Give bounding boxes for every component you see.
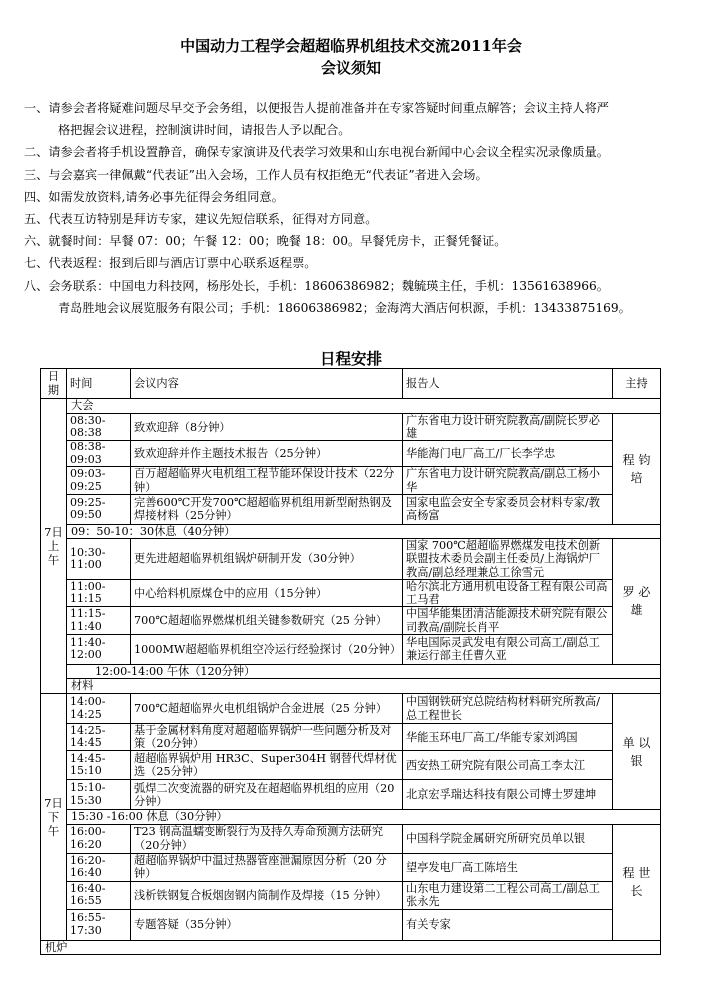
reporter-cell: 华能海门电厂高工/厂长李学忠 — [403, 441, 613, 467]
notice-text: 代表互访特别是拜访专家，建议先短信联系，征得对方同意。 — [48, 212, 378, 227]
reporter-cell: 广东省电力设计研究院教高/副院长罗必雄 — [403, 414, 613, 441]
time-cell: 11:40-12:00 — [67, 634, 131, 664]
table-row — [41, 524, 661, 538]
break-row: 15:30 -16:00 休息（30分钟） — [67, 810, 661, 824]
reporter-cell: 中国华能集团清洁能源技术研究院有限公司教高/副院长肖平 — [403, 607, 613, 634]
notice-line — [24, 252, 694, 274]
table-row — [41, 414, 661, 441]
time-cell: 09:03-09:25 — [67, 467, 131, 494]
content-cell: 700℃超超临界燃煤机组关键参数研究（25 分钟） — [131, 607, 403, 634]
table-row — [41, 441, 661, 467]
reporter-cell: 西安热工研究院有限公司高工李太江 — [403, 751, 613, 780]
break-row: 09：50-10：30休息（40分钟） — [67, 524, 661, 538]
time-cell: 11:00-11:15 — [67, 580, 131, 607]
section-label: 大会 — [67, 399, 661, 414]
time-cell: 08:30-08:38 — [67, 414, 131, 441]
table-row — [41, 399, 661, 414]
notice-line — [24, 297, 694, 319]
notice-number: 八、 — [24, 278, 49, 293]
table-row — [41, 694, 661, 724]
section-label-next: 机炉 — [41, 940, 661, 954]
lunch-row: 12:00-14:00 午休（120分钟） — [67, 664, 661, 678]
host-cell: 程 世长 — [613, 824, 661, 940]
time-cell: 14:25-14:45 — [67, 724, 131, 751]
header-reporter: 报告人 — [403, 369, 613, 399]
reporter-cell: 华能玉环电厂高工/华能专家刘鸿国 — [403, 724, 613, 751]
content-cell: 致欢迎辞并作主题技术报告（25分钟） — [131, 441, 403, 467]
table-row — [41, 853, 661, 881]
table-row — [41, 724, 661, 751]
reporter-cell: 广东省电力设计研究院教高/副总工杨小华 — [403, 467, 613, 494]
notice-text: 请参会者将手机设置静音，确保专家演讲及代表学习效果和山东电视台新闻中心会议全程实况录像质量。 — [48, 145, 609, 160]
reporter-cell: 中国钢铁研究总院结构材料研究所教高/总工程世长 — [403, 694, 613, 724]
table-row — [41, 634, 661, 664]
time-cell: 08:38-09:03 — [67, 441, 131, 467]
notice-line — [24, 141, 694, 163]
content-cell: 中心给料机原煤仓中的应用（15分钟） — [131, 580, 403, 607]
notice-text: 代表返程：报到后即与酒店订票中心联系返程票。 — [48, 256, 317, 271]
notice-number: 五、 — [24, 212, 49, 227]
section-label: 材料 — [67, 679, 661, 694]
time-cell: 11:15-11:40 — [67, 607, 131, 634]
reporter-cell: 有关专家 — [403, 909, 613, 940]
reporter-cell: 华电国际灵武发电有限公司高工/副总工兼运行部主任曹久亚 — [403, 634, 613, 664]
reporter-cell: 哈尔滨北方通用机电设备工程有限公司高工马君 — [403, 580, 613, 607]
host-cell: 程 钧培 — [613, 414, 661, 525]
reporter-cell: 望亭发电厂高工陈培生 — [403, 853, 613, 881]
content-cell: 百万超超临界火电机组工程节能环保设计技术（22分钟） — [131, 467, 403, 494]
content-cell: 弧焊二次变流器的研究及在超超临界机组的应用（20分钟） — [131, 780, 403, 810]
time-cell: 15:10-15:30 — [67, 780, 131, 810]
content-cell: 1000MW超超临界机组空冷运行经验探讨（20分钟） — [131, 634, 403, 664]
host-cell: 罗 必雄 — [613, 539, 661, 665]
table-row — [41, 679, 661, 694]
notice-line — [24, 119, 694, 141]
table-row — [41, 369, 661, 399]
content-cell: 完善600℃开发700℃超超临界机组用新型耐热钢及焊接材料（25分钟） — [131, 494, 403, 524]
content-cell: 更先进超超临界机组锅炉研制开发（30分钟） — [131, 539, 403, 580]
content-cell: 致欢迎辞（8分钟） — [131, 414, 403, 441]
reporter-cell: 中国科学院金属研究所研究员单以银 — [403, 824, 613, 853]
time-cell: 14:00-14:25 — [67, 694, 131, 724]
content-cell: 基于金属材料角度对超超临界锅炉一些问题分析及对策（20分钟） — [131, 724, 403, 751]
document-subtitle: 会议须知 — [320, 59, 381, 77]
content-cell: 超超临界锅炉用 HR3C、Super304H 钢替代焊材优选（25分钟） — [131, 751, 403, 780]
table-row — [41, 810, 661, 824]
notice-line — [24, 97, 694, 119]
notice-text: 青岛胜地会议展览服务有限公司；手机：18606386982；金海湾大酒店何枳源，手机：13433875169。 — [58, 300, 631, 315]
header-time: 时间 — [67, 369, 131, 399]
notice-line — [24, 164, 694, 186]
notice-number: 六、 — [24, 234, 49, 249]
content-cell: T23 钢高温蠕变断裂行为及持久寿命预测方法研究（20分钟） — [131, 824, 403, 853]
table-row — [41, 494, 661, 524]
notice-number: 二、 — [24, 145, 49, 160]
table-row — [41, 664, 661, 678]
content-cell: 700℃超超临界火电机组锅炉合金进展（25 分钟） — [131, 694, 403, 724]
reporter-cell: 山东电力建设第二工程公司高工/副总工张永先 — [403, 881, 613, 909]
content-cell: 浅析铁钢复合板烟囱钢内筒制作及焊接（15 分钟） — [131, 881, 403, 909]
time-cell: 16:20-16:40 — [67, 853, 131, 881]
date-cell-afternoon: 7日下午 — [41, 694, 67, 941]
table-row — [41, 909, 661, 940]
content-cell: 专题答疑（35分钟） — [131, 909, 403, 940]
table-row — [41, 824, 661, 853]
time-cell: 16:00-16:20 — [67, 824, 131, 853]
reporter-cell: 国家电监会安全专家委员会材料专家/教高杨富 — [403, 494, 613, 524]
notice-number: 七、 — [24, 256, 49, 271]
time-cell: 16:55-17:30 — [67, 909, 131, 940]
table-row — [41, 580, 661, 607]
table-row — [41, 881, 661, 909]
content-cell: 超超临界锅炉中温过热器管座泄漏原因分析（20 分钟） — [131, 853, 403, 881]
table-row — [41, 751, 661, 780]
time-cell: 14:45-15:10 — [67, 751, 131, 780]
notice-list — [24, 97, 694, 319]
header-host: 主持 — [613, 369, 661, 399]
notice-number: 一、 — [24, 101, 49, 115]
notice-text: 就餐时间：早餐 07：00；午餐 12：00；晚餐 18：00。早餐凭房卡，正餐凭餐证。 — [48, 234, 507, 249]
notice-number: 四、 — [24, 189, 49, 204]
notice-text: 会务联系：中国电力科技网，杨彤处长，手机：18606386982；魏毓瑛主任，手机：13561638966。 — [48, 278, 609, 293]
notice-text: 如需发放资料,请务必事先征得会务组同意。 — [48, 189, 284, 204]
notice-line — [24, 230, 694, 252]
notice-number: 三、 — [24, 167, 49, 182]
time-cell: 16:40-16:55 — [67, 881, 131, 909]
notice-text: 与会嘉宾一律佩戴“代表证”出入会场，工作人员有权拒绝无“代表证”者进入会场。 — [48, 167, 488, 182]
document-title: 中国动力工程学会超超临界机组技术交流2011年会 — [180, 37, 522, 55]
header-date: 日期 — [41, 369, 67, 399]
notice-line — [24, 208, 694, 230]
header-content: 会议内容 — [131, 369, 403, 399]
time-cell: 10:30-11:00 — [67, 539, 131, 580]
table-row — [41, 539, 661, 580]
notice-text: 格把握会议进程，控制演讲时间，请报告人予以配合。 — [58, 123, 351, 138]
table-row — [41, 940, 661, 954]
notice-line — [24, 275, 694, 297]
notice-text: 请参会者将疑难问题尽早交予会务组，以便报告人提前准备并在专家答疑时间重点解答；会议主持人将严 — [48, 101, 609, 115]
time-cell: 09:25-09:50 — [67, 494, 131, 524]
host-cell: 单 以银 — [613, 694, 661, 810]
table-row — [41, 780, 661, 810]
reporter-cell: 北京宏孚瑞达科技有限公司博士罗建坤 — [403, 780, 613, 810]
reporter-cell: 国家 700℃超超临界燃煤发电技术创新联盟技术委员会副主任委员/上海锅炉厂教高/副总经理兼总工徐雪元 — [403, 539, 613, 580]
table-row — [41, 607, 661, 634]
schedule-table — [40, 368, 661, 955]
schedule-title: 日程安排 — [319, 349, 382, 368]
notice-line — [24, 186, 694, 208]
date-cell-morning: 7日上午 — [41, 399, 67, 694]
table-row — [41, 467, 661, 494]
